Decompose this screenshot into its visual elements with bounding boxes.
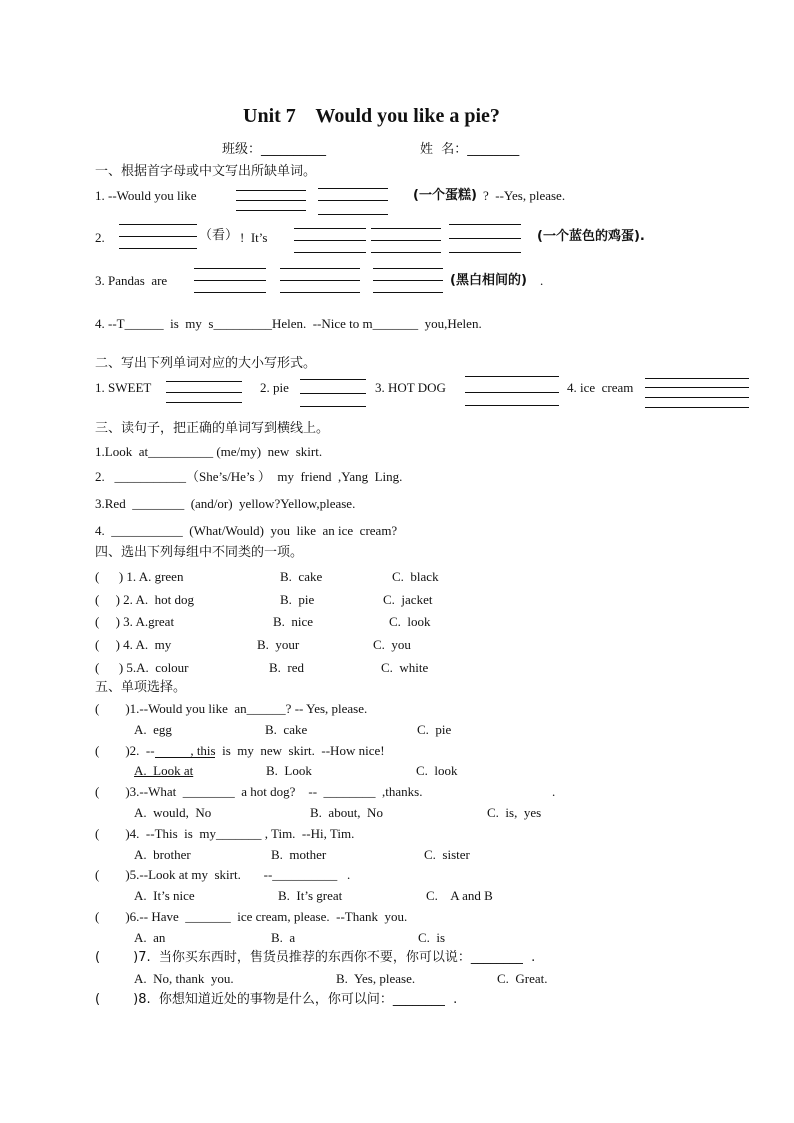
section-3-heading: 三、读句子，把正确的单词写到横线上。 <box>95 421 330 436</box>
s1-q1-prefix: 1. --Would you like <box>95 188 197 203</box>
page-title: Unit 7 Would you like a pie? <box>243 105 500 127</box>
s1-q2-blank[interactable] <box>449 252 521 253</box>
s1-q1-blank[interactable] <box>236 200 306 201</box>
section-4-heading: 四、选出下列每组中不同类的一项。 <box>95 545 304 560</box>
s2-item-3: 3. HOT DOG <box>375 380 446 395</box>
s5-q4: ( )4. --This is my_______ , Tim. --Hi, Tim. <box>95 826 355 841</box>
s5-q1: ( )1.--Would you like an______? -- Yes, please. <box>95 701 368 716</box>
s1-q3-blank[interactable] <box>373 268 443 269</box>
name-label: 姓 名：________ <box>420 142 520 157</box>
s1-q2-blank[interactable] <box>449 224 521 225</box>
s1-q2-blank[interactable] <box>449 238 521 239</box>
s5-q1-a: A. egg <box>134 722 172 737</box>
s5-q4-a: A. brother <box>134 847 191 862</box>
s5-q5: ( )5.--Look at my skirt. --__________ . <box>95 867 351 882</box>
s2-item-4: 4. ice cream <box>567 380 634 395</box>
class-label: 班级：__________ <box>222 142 327 157</box>
s4-q5-b: B. red <box>269 660 305 675</box>
s1-q2-blank[interactable] <box>119 236 197 237</box>
s2-blank[interactable] <box>300 379 366 380</box>
s3-line-1: 1.Look at__________ (me/my) new skirt. <box>95 444 323 459</box>
s2-blank[interactable] <box>300 393 366 394</box>
s5-q6-c: C. is <box>418 930 446 945</box>
s4-q5-c: C. white <box>381 660 429 675</box>
section-2-heading: 二、写出下列单词对应的大小写形式。 <box>95 356 317 371</box>
s1-q3-blank[interactable] <box>194 268 266 269</box>
s5-q7-b: B. Yes, please. <box>336 971 416 986</box>
s1-q2-hint-end: (一个蓝色的鸡蛋). <box>537 229 645 244</box>
s5-q1-c: C. pie <box>417 722 452 737</box>
s5-q2-blank[interactable] <box>155 757 215 758</box>
s1-q3-blank[interactable] <box>280 280 360 281</box>
s3-line-4: 4. ___________ (What/Would) you like an ice cream? <box>95 523 398 538</box>
s2-blank[interactable] <box>300 406 366 407</box>
s1-q3-blank[interactable] <box>280 292 360 293</box>
s1-q2-blank[interactable] <box>371 228 441 229</box>
s1-q2-mid: ! It’s <box>240 230 268 245</box>
s4-q1: ( ) 1. A. green <box>95 569 184 584</box>
s5-q2-a: A. Look at <box>134 763 194 778</box>
s5-q7-c: C. Great. <box>497 971 548 986</box>
s2-blank[interactable] <box>645 407 749 408</box>
s1-q3-prefix: 3. Pandas are <box>95 273 168 288</box>
s1-q1-blank[interactable] <box>236 190 306 191</box>
section-5-heading: 五、单项选择。 <box>95 680 187 695</box>
s1-q3-blank[interactable] <box>280 268 360 269</box>
s1-q1-blank[interactable] <box>236 210 306 211</box>
s4-q3-b: B. nice <box>273 614 314 629</box>
s2-item-1: 1. SWEET <box>95 380 152 395</box>
s5-q4-b: B. mother <box>271 847 327 862</box>
s4-q3: ( ) 3. A.great <box>95 614 175 629</box>
s5-q5-b: B. It’s great <box>278 888 343 903</box>
s5-q5-a: A. It’s nice <box>134 888 195 903</box>
s5-q7-a: A. No, thank you. <box>134 971 234 986</box>
s2-blank[interactable] <box>465 392 559 393</box>
s5-q3: ( )3.--What ________ a hot dog? -- ________ ,thanks. <box>95 784 423 799</box>
s2-item-2: 2. pie <box>260 380 289 395</box>
s4-q4-c: C. you <box>373 637 411 652</box>
s2-blank[interactable] <box>645 378 749 379</box>
s1-q2-num: 2. <box>95 230 105 245</box>
s2-blank[interactable] <box>645 387 749 388</box>
s3-line-3: 3.Red ________ (and/or) yellow?Yellow,please. <box>95 496 356 511</box>
s1-q2-blank[interactable] <box>294 228 366 229</box>
s1-q3-blank[interactable] <box>194 280 266 281</box>
s1-q2-blank[interactable] <box>294 240 366 241</box>
s1-q2-blank[interactable] <box>294 252 366 253</box>
s4-q2-b: B. pie <box>280 592 315 607</box>
s5-q6: ( )6.-- Have _______ ice cream, please. --Thank you. <box>95 909 408 924</box>
s1-q4: 4. --T______ is my s_________Helen. --Nice to m_______ you,Helen. <box>95 316 482 331</box>
s4-q4-b: B. your <box>257 637 300 652</box>
s1-q1-blank[interactable] <box>318 214 388 215</box>
s4-q3-c: C. look <box>389 614 431 629</box>
s1-q1-suffix: ? --Yes, please. <box>483 188 566 203</box>
s4-q4: ( ) 4. A. my <box>95 637 172 652</box>
s5-q4-c: C. sister <box>424 847 470 862</box>
s2-blank[interactable] <box>166 392 242 393</box>
s4-q5: ( ) 5.A. colour <box>95 660 189 675</box>
s1-q2-hint: （看） <box>199 228 239 243</box>
s4-q1-b: B. cake <box>280 569 323 584</box>
s5-q2-c: C. look <box>416 763 458 778</box>
s1-q3-end: . <box>540 273 544 288</box>
s2-blank[interactable] <box>166 381 242 382</box>
s5-q6-a: A. an <box>134 930 166 945</box>
s3-line-2: 2. ___________（She’s/He’s ） my friend ,Yang Ling. <box>95 469 403 484</box>
s4-q2-c: C. jacket <box>383 592 433 607</box>
s2-blank[interactable] <box>166 402 242 403</box>
s2-blank[interactable] <box>465 405 559 406</box>
s1-q2-blank[interactable] <box>119 224 197 225</box>
s1-q2-blank[interactable] <box>371 240 441 241</box>
s4-q1-c: C. black <box>392 569 439 584</box>
s5-q7: ( )7. 当你买东西时，售货员推荐的东西你不要，你可以说：________ . <box>95 950 536 965</box>
s1-q2-blank[interactable] <box>119 248 197 249</box>
s5-q3-c: C. is, yes <box>487 805 542 820</box>
s2-blank[interactable] <box>465 376 559 377</box>
s5-q3-b: B. about, No <box>310 805 383 820</box>
s1-q1-blank[interactable] <box>318 200 388 201</box>
s1-q3-blank[interactable] <box>373 292 443 293</box>
s5-q3-a: A. would, No <box>134 805 212 820</box>
s5-q1-b: B. cake <box>265 722 308 737</box>
s5-q2-b: B. Look <box>266 763 312 778</box>
section-1-heading: 一、根据首字母或中文写出所缺单词。 <box>95 164 317 179</box>
s4-q2: ( ) 2. A. hot dog <box>95 592 194 607</box>
s5-q5-c: C. A and B <box>426 888 493 903</box>
s5-q3-tail: . <box>552 784 556 799</box>
s5-q6-b: B. a <box>271 930 296 945</box>
s1-q3-hint: (黑白相间的) <box>450 273 527 288</box>
s1-q1-hint: (一个蛋糕) <box>413 188 477 203</box>
s5-q8: ( )8. 你想知道近处的事物是什么，你可以问：________ . <box>95 992 458 1007</box>
s1-q2-blank[interactable] <box>371 252 441 253</box>
s1-q3-blank[interactable] <box>194 292 266 293</box>
s1-q1-blank[interactable] <box>318 188 388 189</box>
s2-blank[interactable] <box>645 397 749 398</box>
s1-q3-blank[interactable] <box>373 280 443 281</box>
s5-q2: ( )2. -- , this is my new skirt. --How nice! <box>95 743 385 758</box>
